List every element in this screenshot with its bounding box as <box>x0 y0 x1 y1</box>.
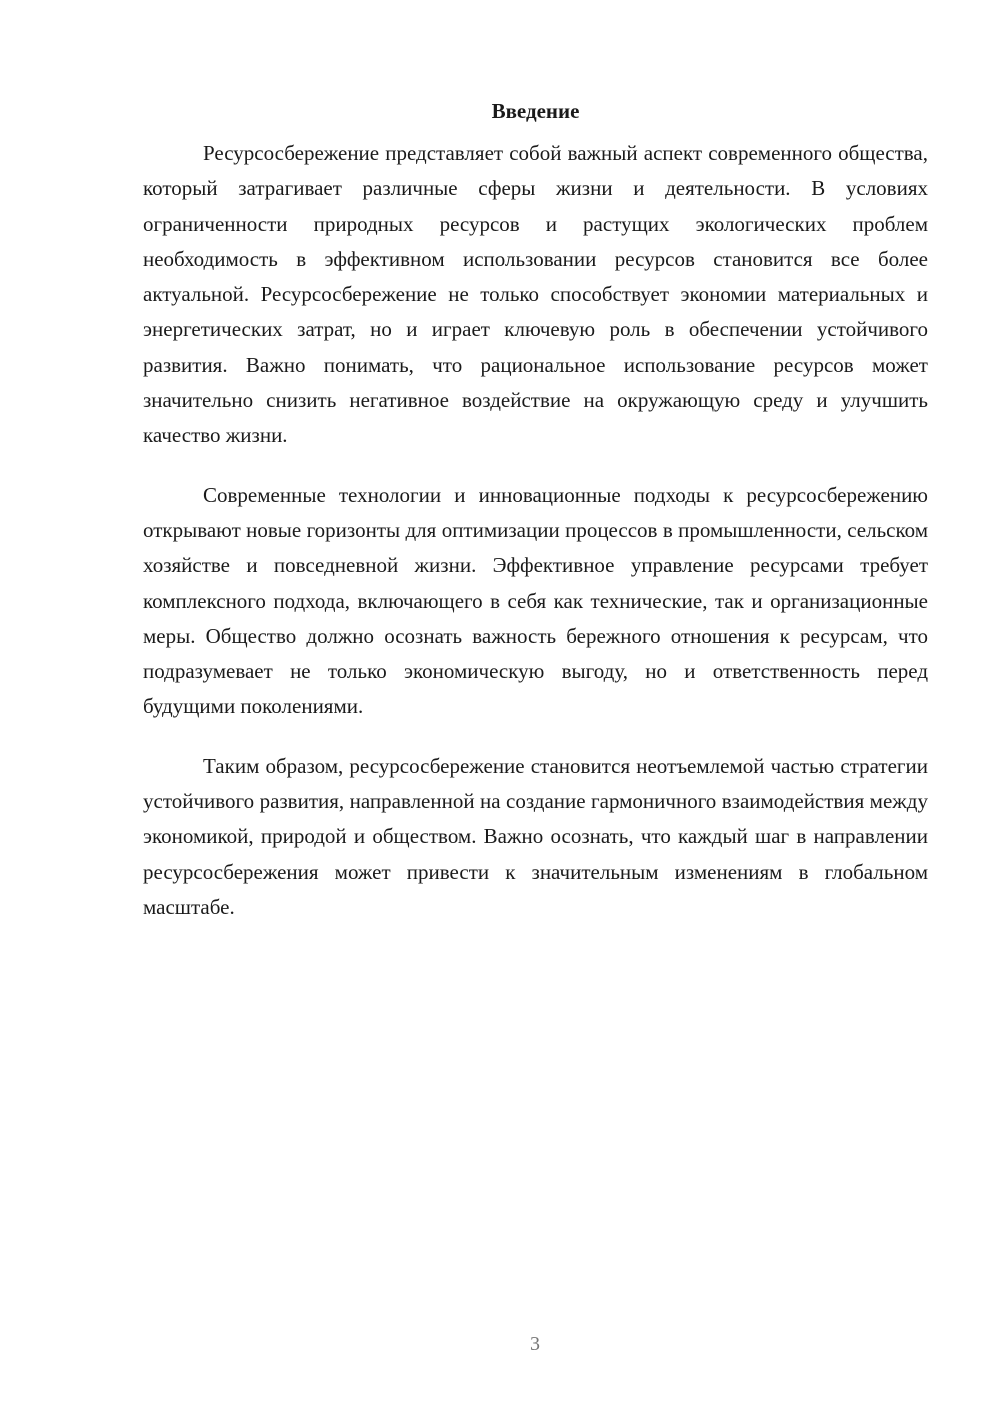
page-content <box>143 96 928 949</box>
paragraph-3: Таким образом, ресурсосбережение становится неотъемлемой частью стратегии устойчивого развития, направленной на создание гармоничного взаимодействия между экономикой, природой и обществом. Важно осознать, что каждый шаг в направлении ресурсосбережения может привести к значительным изменениям в глобальном масштабе. <box>143 753 928 919</box>
paragraph-1: Ресурсосбережение представляет собой важный аспект современного общества, который затрагивает различные сферы жизни и деятельности. В условиях ограниченности природных ресурсов и растущих экологических проблем необходимость в эффективном использовании ресурсов становится все более актуальной. Ресурсосбережение не только способствует экономии материальных и энергетических затрат, но и играет ключевую роль в обеспечении устойчивого развития. Важно понимать, что рациональное использование ресурсов может значительно снизить негативное воздействие на окружающую среду и улучшить качество жизни. <box>143 141 928 448</box>
page-number: 3 <box>530 1333 540 1355</box>
paragraph-2: Современные технологии и инновационные подходы к ресурсосбережению открывают новые горизонты для оптимизации процессов в промышленности, сельском хозяйстве и повседневной жизни. Эффективное управление ресурсами требует комплексного подхода, включающего в себя как технические, так и организационные меры. Общество должно осознать важность бережного отношения к ресурсам, что подразумевает не только экономическую выгоду, но и ответственность перед будущими поколениями. <box>143 482 928 719</box>
section-heading: Введение <box>491 99 580 123</box>
